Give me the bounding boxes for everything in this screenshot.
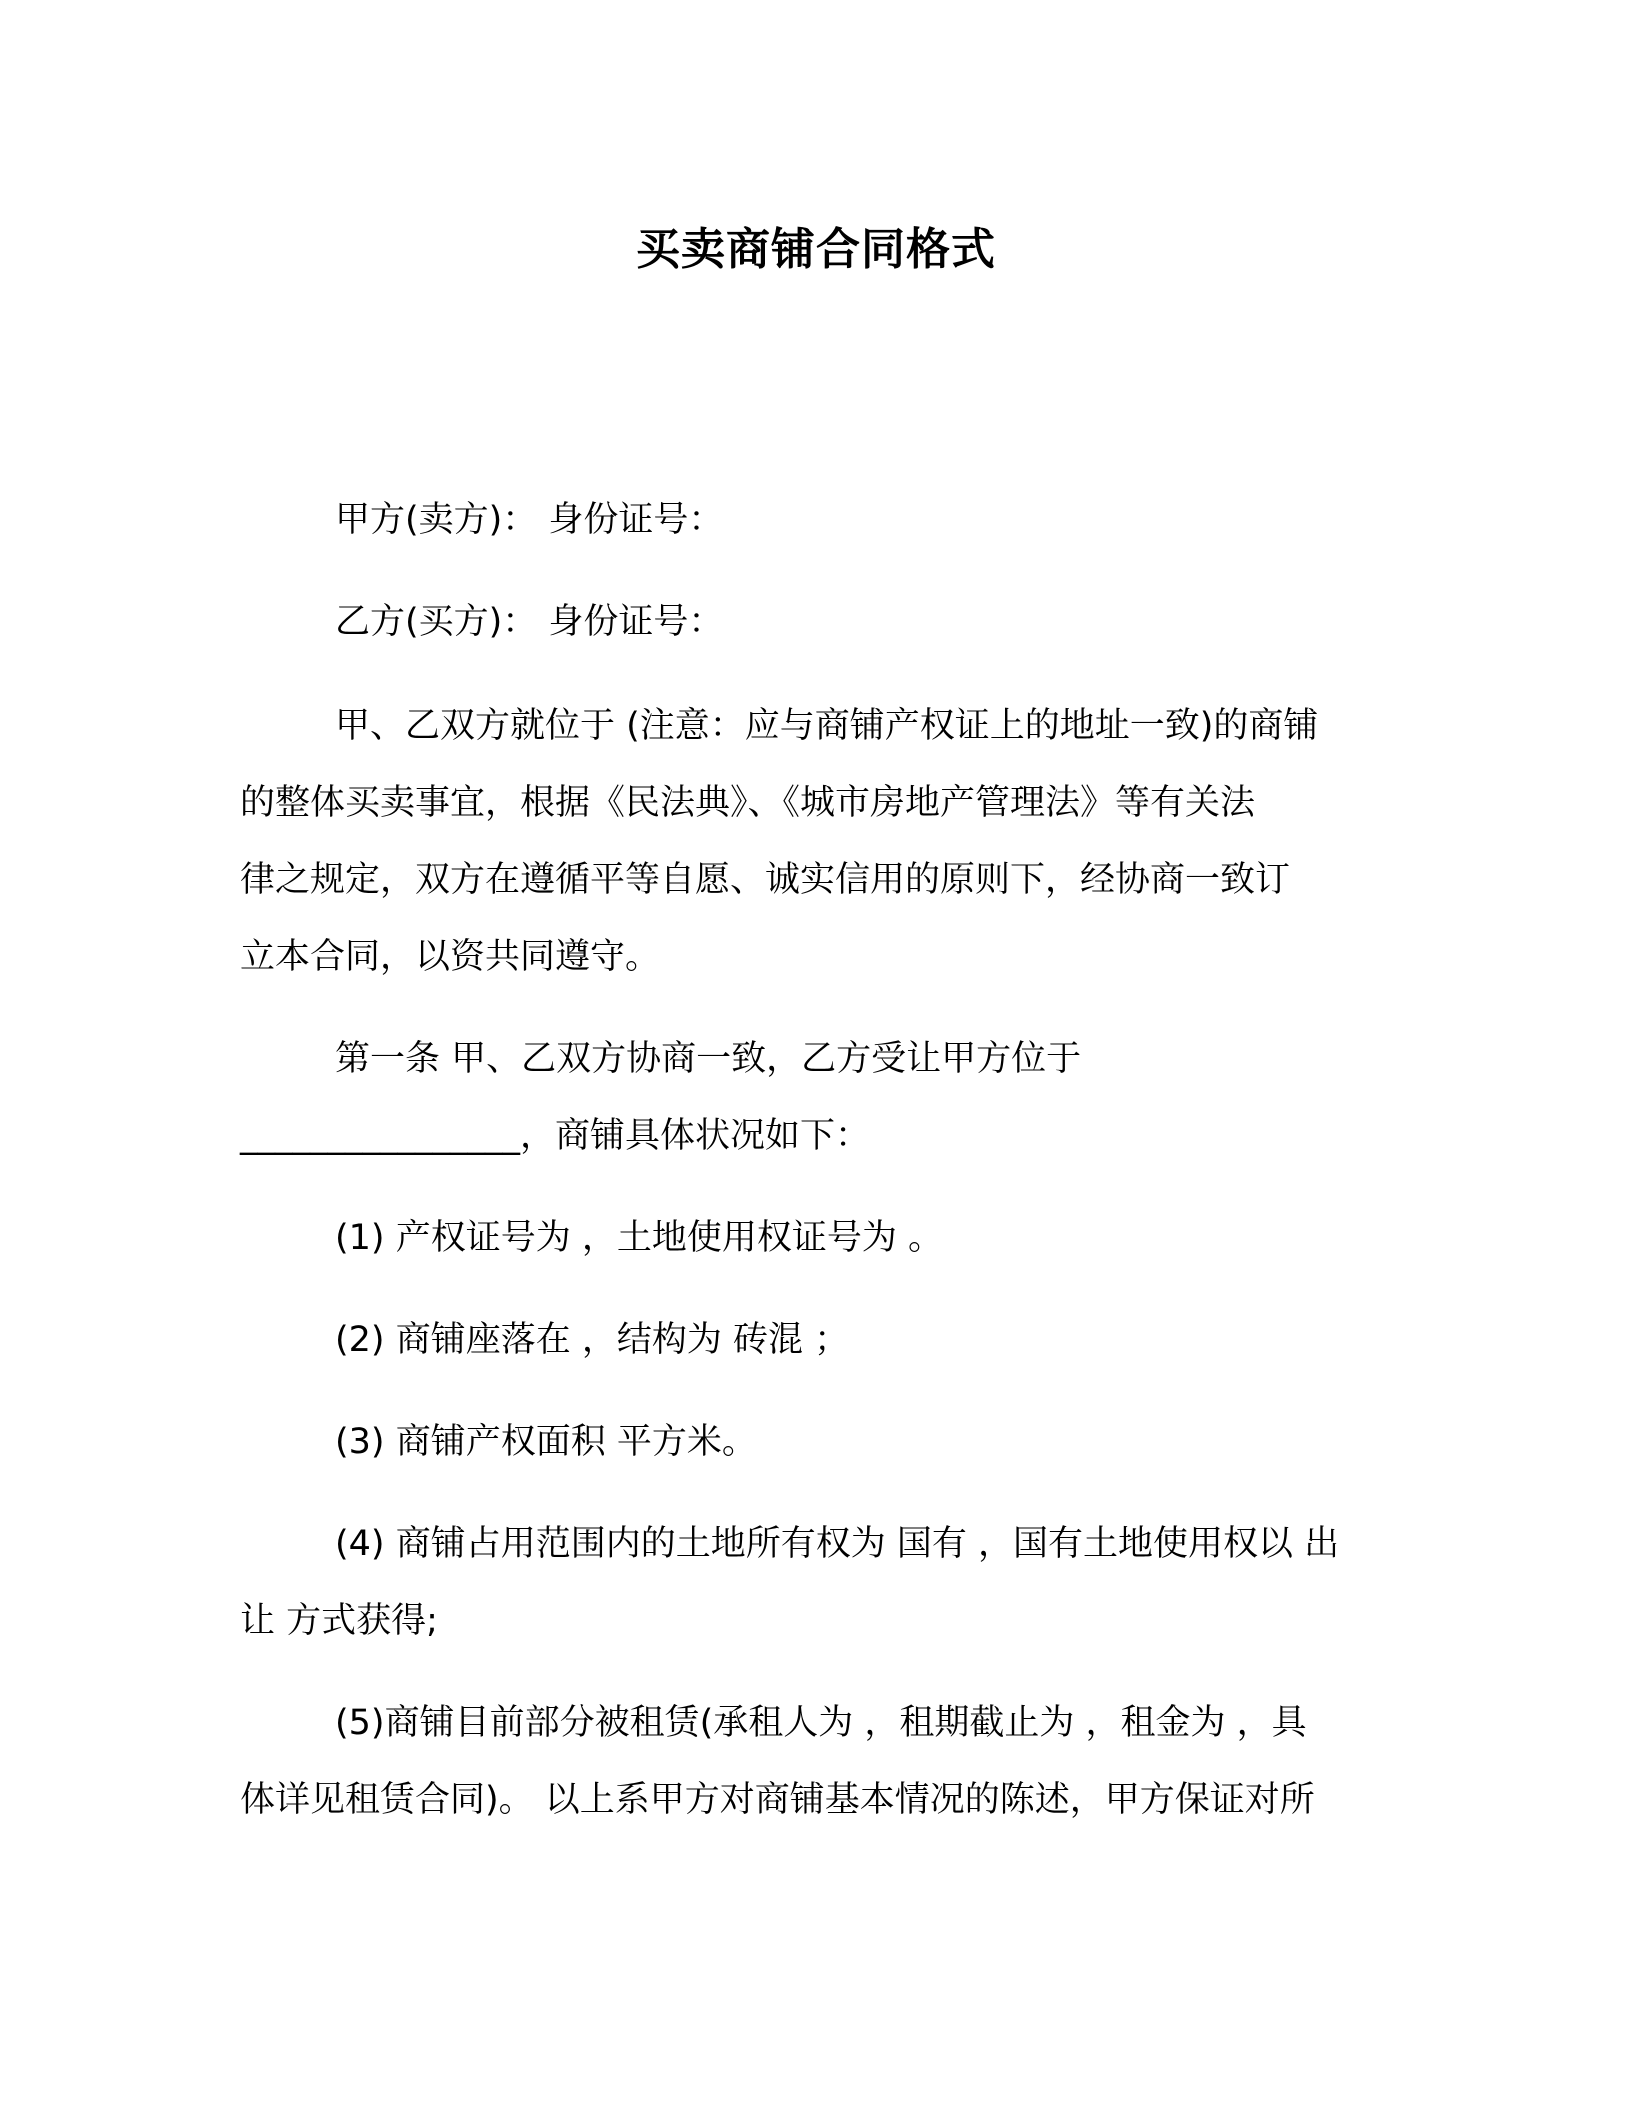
article-one-line: 第一条 甲、乙双方协商一致，乙方受让甲方位于 bbox=[335, 1039, 1082, 1079]
item-4-continuation: 让 方式获得; bbox=[240, 1601, 438, 1641]
item-5: (5)商铺目前部分被租赁(承租人为 ，租期截止为 ，租金为 ，具 bbox=[335, 1703, 1307, 1743]
item-1: (1) 产权证号为 ，土地使用权证号为 。 bbox=[335, 1218, 943, 1258]
item-4: (4) 商铺占用范围内的土地所有权为 国有 ，国有土地使用权以 出 bbox=[335, 1524, 1340, 1564]
paragraph-line: 甲、乙双方就位于 (注意：应与商铺产权证上的地址一致)的商铺 bbox=[335, 706, 1319, 746]
paragraph-line: 的整体买卖事宜，根据《民法典》、《城市房地产管理法》等有关法 bbox=[240, 783, 1256, 823]
article-one-line: ________________，商铺具体状况如下： bbox=[240, 1116, 871, 1156]
item-5-continuation: 体详见租赁合同)。 以上系甲方对商铺基本情况的陈述，甲方保证对所 bbox=[240, 1780, 1315, 1820]
item-3: (3) 商铺产权面积 平方米。 bbox=[335, 1422, 757, 1462]
party-b-line: 乙方(买方)： 身份证号： bbox=[335, 602, 724, 642]
item-2: (2) 商铺座落在 ，结构为 砖混 ； bbox=[335, 1320, 850, 1360]
document-title: 买卖商铺合同格式 bbox=[636, 224, 996, 275]
paragraph-line: 立本合同，以资共同遵守。 bbox=[240, 937, 661, 977]
party-a-line: 甲方(卖方)： 身份证号： bbox=[335, 500, 724, 540]
paragraph-line: 律之规定，双方在遵循平等自愿、诚实信用的原则下，经协商一致订 bbox=[240, 860, 1291, 900]
